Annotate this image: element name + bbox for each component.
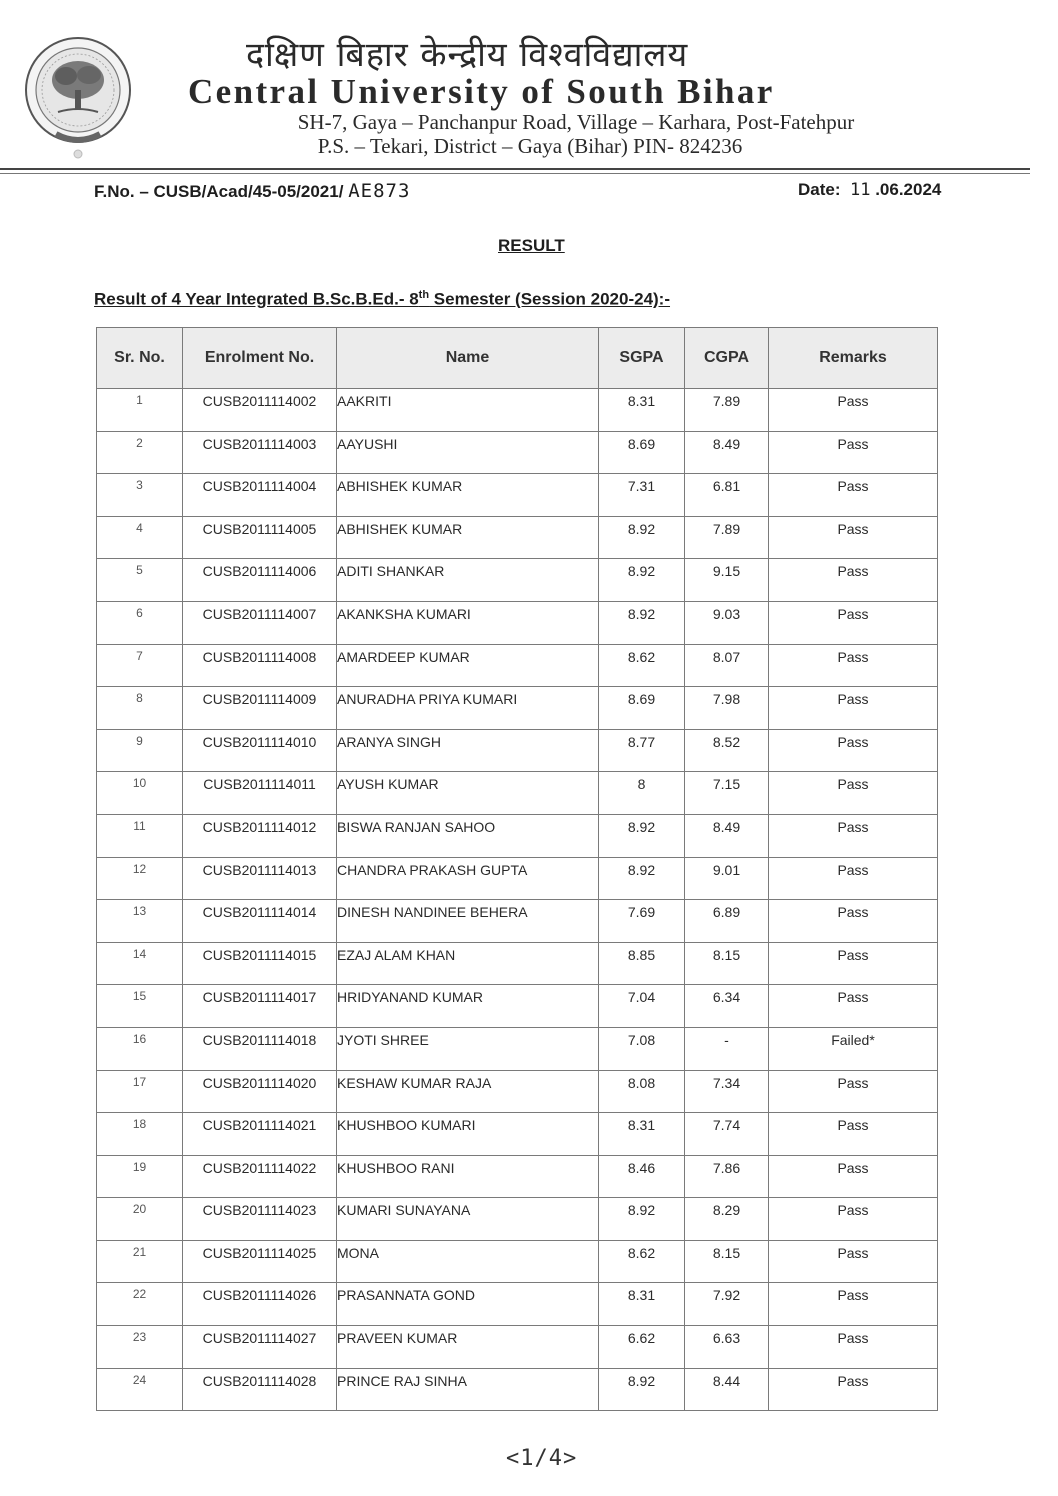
university-name-hindi: दक्षिण बिहार केन्द्रीय विश्वविद्यालय	[246, 35, 689, 75]
sr-no-cell: 20	[97, 1198, 183, 1241]
enrolment-cell: CUSB2011114006	[183, 559, 337, 602]
enrolment-cell: CUSB2011114018	[183, 1027, 337, 1070]
name-cell: ABHISHEK KUMAR	[337, 474, 599, 517]
sgpa-cell: 8.69	[599, 431, 685, 474]
name-cell: ABHISHEK KUMAR	[337, 516, 599, 559]
enrolment-cell: CUSB2011114022	[183, 1155, 337, 1198]
name-cell: PRINCE RAJ SINHA	[337, 1368, 599, 1411]
sr-no-cell: 14	[97, 942, 183, 985]
cgpa-cell: 7.92	[685, 1283, 769, 1326]
cgpa-cell: 7.89	[685, 516, 769, 559]
file-number-label: F.No. – CUSB/Acad/45-05/2021/	[94, 182, 344, 201]
table-row	[97, 1368, 938, 1411]
table-row	[97, 687, 938, 730]
name-cell: BISWA RANJAN SAHOO	[337, 814, 599, 857]
cgpa-cell: 8.44	[685, 1368, 769, 1411]
remarks-cell: Pass	[769, 857, 938, 900]
university-name-english: Central University of South Bihar	[188, 72, 775, 111]
cgpa-cell: 8.15	[685, 942, 769, 985]
subheading-superscript: th	[418, 289, 430, 301]
sr-no-cell: 2	[97, 431, 183, 474]
column-header-name: Name	[337, 328, 599, 389]
enrolment-cell: CUSB2011114021	[183, 1113, 337, 1156]
sgpa-cell: 8.69	[599, 687, 685, 730]
sr-no-cell: 15	[97, 985, 183, 1028]
enrolment-cell: CUSB2011114004	[183, 474, 337, 517]
table-row	[97, 644, 938, 687]
table-row	[97, 857, 938, 900]
table-row	[97, 1027, 938, 1070]
remarks-cell: Pass	[769, 474, 938, 517]
table-row	[97, 1198, 938, 1241]
issue-date	[798, 180, 941, 200]
table-row	[97, 985, 938, 1028]
cgpa-cell: 6.63	[685, 1326, 769, 1369]
name-cell: KHUSHBOO RANI	[337, 1155, 599, 1198]
cgpa-cell: 7.34	[685, 1070, 769, 1113]
remarks-cell: Pass	[769, 1326, 938, 1369]
sgpa-cell: 6.62	[599, 1326, 685, 1369]
date-day-handwritten: 11	[849, 180, 871, 200]
header-divider-thick	[0, 168, 1030, 170]
remarks-cell: Failed*	[769, 1027, 938, 1070]
sgpa-cell: 8.08	[599, 1070, 685, 1113]
results-table-body	[97, 389, 938, 1411]
sr-no-cell: 7	[97, 644, 183, 687]
sgpa-cell: 8.92	[599, 1368, 685, 1411]
name-cell: ARANYA SINGH	[337, 729, 599, 772]
cgpa-cell: 7.74	[685, 1113, 769, 1156]
cgpa-cell: 8.49	[685, 431, 769, 474]
remarks-cell: Pass	[769, 431, 938, 474]
sgpa-cell: 8.31	[599, 1113, 685, 1156]
results-table	[96, 327, 938, 1411]
name-cell: JYOTI SHREE	[337, 1027, 599, 1070]
address-line-1: SH-7, Gaya – Panchanpur Road, Village – Karhara, Post-Fatehpur	[297, 110, 855, 134]
sr-no-cell: 17	[97, 1070, 183, 1113]
table-row	[97, 1326, 938, 1369]
name-cell: AAYUSHI	[337, 431, 599, 474]
name-cell: AYUSH KUMAR	[337, 772, 599, 815]
remarks-cell: Pass	[769, 942, 938, 985]
cgpa-cell: 7.15	[685, 772, 769, 815]
enrolment-cell: CUSB2011114010	[183, 729, 337, 772]
column-header-sr-no: Sr. No.	[97, 328, 183, 389]
sr-no-cell: 1	[97, 389, 183, 432]
subheading-text-end: Semester (Session 2020-24):-	[429, 289, 671, 309]
cgpa-cell: 9.01	[685, 857, 769, 900]
column-header-sgpa: SGPA	[599, 328, 685, 389]
sgpa-cell: 8.92	[599, 516, 685, 559]
column-header-enrolment: Enrolment No.	[183, 328, 337, 389]
university-seal-logo	[22, 30, 134, 160]
result-subheading	[94, 289, 670, 310]
sgpa-cell: 8.31	[599, 1283, 685, 1326]
sr-no-cell: 5	[97, 559, 183, 602]
sgpa-cell: 8.62	[599, 644, 685, 687]
sr-no-cell: 4	[97, 516, 183, 559]
sr-no-cell: 24	[97, 1368, 183, 1411]
file-number-handwritten: AE873	[348, 180, 411, 202]
cgpa-cell: 7.89	[685, 389, 769, 432]
remarks-cell: Pass	[769, 1113, 938, 1156]
page-number: <1/4>	[506, 1446, 578, 1471]
enrolment-cell: CUSB2011114028	[183, 1368, 337, 1411]
cgpa-cell: 6.81	[685, 474, 769, 517]
sgpa-cell: 8.31	[599, 389, 685, 432]
sgpa-cell: 7.69	[599, 900, 685, 943]
name-cell: PRAVEEN KUMAR	[337, 1326, 599, 1369]
column-header-remarks: Remarks	[769, 328, 938, 389]
cgpa-cell: 8.29	[685, 1198, 769, 1241]
sr-no-cell: 19	[97, 1155, 183, 1198]
table-row	[97, 729, 938, 772]
remarks-cell: Pass	[769, 985, 938, 1028]
remarks-cell: Pass	[769, 644, 938, 687]
remarks-cell: Pass	[769, 1198, 938, 1241]
name-cell: AMARDEEP KUMAR	[337, 644, 599, 687]
cgpa-cell: 8.07	[685, 644, 769, 687]
table-row	[97, 772, 938, 815]
enrolment-cell: CUSB2011114008	[183, 644, 337, 687]
sr-no-cell: 9	[97, 729, 183, 772]
name-cell: KHUSHBOO KUMARI	[337, 1113, 599, 1156]
sgpa-cell: 8	[599, 772, 685, 815]
name-cell: HRIDYANAND KUMAR	[337, 985, 599, 1028]
sgpa-cell: 8.92	[599, 601, 685, 644]
name-cell: MONA	[337, 1240, 599, 1283]
name-cell: KESHAW KUMAR RAJA	[337, 1070, 599, 1113]
table-row	[97, 559, 938, 602]
cgpa-cell: 7.86	[685, 1155, 769, 1198]
enrolment-cell: CUSB2011114017	[183, 985, 337, 1028]
enrolment-cell: CUSB2011114026	[183, 1283, 337, 1326]
sgpa-cell: 8.92	[599, 559, 685, 602]
cgpa-cell: 9.03	[685, 601, 769, 644]
name-cell: PRASANNATA GOND	[337, 1283, 599, 1326]
table-row	[97, 389, 938, 432]
remarks-cell: Pass	[769, 900, 938, 943]
enrolment-cell: CUSB2011114012	[183, 814, 337, 857]
sgpa-cell: 8.62	[599, 1240, 685, 1283]
remarks-cell: Pass	[769, 772, 938, 815]
sgpa-cell: 7.08	[599, 1027, 685, 1070]
table-header-row	[97, 328, 938, 389]
subheading-text: Result of 4 Year Integrated B.Sc.B.Ed.- 8	[94, 289, 419, 309]
enrolment-cell: CUSB2011114007	[183, 601, 337, 644]
enrolment-cell: CUSB2011114002	[183, 389, 337, 432]
table-row	[97, 1113, 938, 1156]
sr-no-cell: 22	[97, 1283, 183, 1326]
enrolment-cell: CUSB2011114014	[183, 900, 337, 943]
remarks-cell: Pass	[769, 516, 938, 559]
sr-no-cell: 21	[97, 1240, 183, 1283]
sgpa-cell: 8.92	[599, 857, 685, 900]
remarks-cell: Pass	[769, 687, 938, 730]
name-cell: EZAJ ALAM KHAN	[337, 942, 599, 985]
remarks-cell: Pass	[769, 1070, 938, 1113]
enrolment-cell: CUSB2011114013	[183, 857, 337, 900]
sr-no-cell: 8	[97, 687, 183, 730]
table-row	[97, 900, 938, 943]
name-cell: ADITI SHANKAR	[337, 559, 599, 602]
enrolment-cell: CUSB2011114020	[183, 1070, 337, 1113]
table-row	[97, 516, 938, 559]
sgpa-cell: 8.46	[599, 1155, 685, 1198]
table-row	[97, 1070, 938, 1113]
remarks-cell: Pass	[769, 729, 938, 772]
sr-no-cell: 6	[97, 601, 183, 644]
remarks-cell: Pass	[769, 1240, 938, 1283]
column-header-cgpa: CGPA	[685, 328, 769, 389]
name-cell: AAKRITI	[337, 389, 599, 432]
sr-no-cell: 3	[97, 474, 183, 517]
sr-no-cell: 18	[97, 1113, 183, 1156]
sgpa-cell: 7.04	[599, 985, 685, 1028]
sr-no-cell: 16	[97, 1027, 183, 1070]
page-title: RESULT	[498, 236, 565, 255]
enrolment-cell: CUSB2011114023	[183, 1198, 337, 1241]
remarks-cell: Pass	[769, 601, 938, 644]
cgpa-cell: 9.15	[685, 559, 769, 602]
sgpa-cell: 8.85	[599, 942, 685, 985]
sr-no-cell: 13	[97, 900, 183, 943]
name-cell: DINESH NANDINEE BEHERA	[337, 900, 599, 943]
cgpa-cell: 8.49	[685, 814, 769, 857]
name-cell: ANURADHA PRIYA KUMARI	[337, 687, 599, 730]
sgpa-cell: 8.92	[599, 1198, 685, 1241]
file-number	[94, 180, 410, 202]
sgpa-cell: 8.77	[599, 729, 685, 772]
enrolment-cell: CUSB2011114005	[183, 516, 337, 559]
sr-no-cell: 23	[97, 1326, 183, 1369]
enrolment-cell: CUSB2011114009	[183, 687, 337, 730]
cgpa-cell: 8.15	[685, 1240, 769, 1283]
address-line-2: P.S. – Tekari, District – Gaya (Bihar) PIN- 824236	[317, 134, 743, 158]
enrolment-cell: CUSB2011114003	[183, 431, 337, 474]
remarks-cell: Pass	[769, 1155, 938, 1198]
date-label: Date:	[798, 180, 841, 199]
cgpa-cell: 7.98	[685, 687, 769, 730]
remarks-cell: Pass	[769, 1283, 938, 1326]
enrolment-cell: CUSB2011114027	[183, 1326, 337, 1369]
header-divider-thin	[0, 173, 1030, 174]
sgpa-cell: 8.92	[599, 814, 685, 857]
cgpa-cell: 6.89	[685, 900, 769, 943]
table-row	[97, 1155, 938, 1198]
table-row	[97, 814, 938, 857]
enrolment-cell: CUSB2011114025	[183, 1240, 337, 1283]
table-row	[97, 1240, 938, 1283]
remarks-cell: Pass	[769, 814, 938, 857]
cgpa-cell: -	[685, 1027, 769, 1070]
date-month-year: .06.2024	[875, 180, 942, 199]
enrolment-cell: CUSB2011114015	[183, 942, 337, 985]
table-row	[97, 474, 938, 517]
remarks-cell: Pass	[769, 559, 938, 602]
table-row	[97, 942, 938, 985]
remarks-cell: Pass	[769, 389, 938, 432]
table-row	[97, 1283, 938, 1326]
sr-no-cell: 11	[97, 814, 183, 857]
remarks-cell: Pass	[769, 1368, 938, 1411]
name-cell: AKANKSHA KUMARI	[337, 601, 599, 644]
sgpa-cell: 7.31	[599, 474, 685, 517]
name-cell: KUMARI SUNAYANA	[337, 1198, 599, 1241]
cgpa-cell: 6.34	[685, 985, 769, 1028]
sr-no-cell: 12	[97, 857, 183, 900]
table-row	[97, 431, 938, 474]
cgpa-cell: 8.52	[685, 729, 769, 772]
name-cell: CHANDRA PRAKASH GUPTA	[337, 857, 599, 900]
table-row	[97, 601, 938, 644]
sr-no-cell: 10	[97, 772, 183, 815]
enrolment-cell: CUSB2011114011	[183, 772, 337, 815]
